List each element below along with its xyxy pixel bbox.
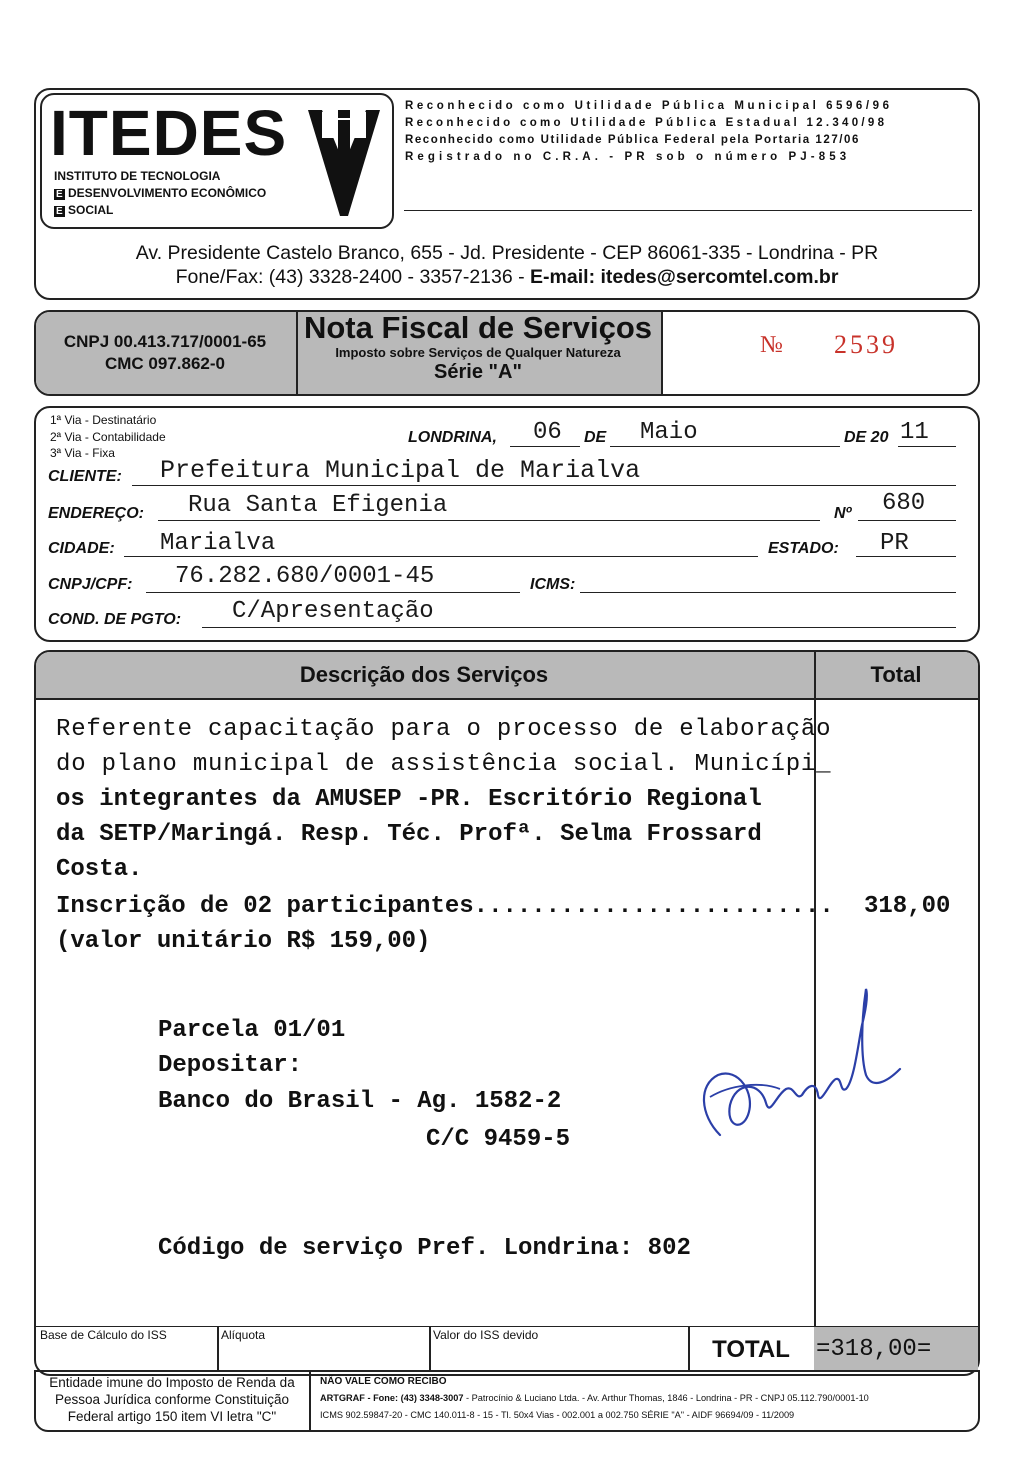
endereco-label: ENDEREÇO: xyxy=(48,505,145,522)
logo-e-badge: E xyxy=(56,206,63,217)
year-label: DE 20 xyxy=(844,429,889,446)
number-label: № xyxy=(760,332,783,358)
service-line-4: da SETP/Maringá. Resp. Téc. Profª. Selma Frossard xyxy=(56,821,762,848)
endereco-value: Rua Santa Efigenia xyxy=(188,492,448,519)
date-year: 11 xyxy=(900,419,929,446)
icms-label: ICMS: xyxy=(530,576,576,593)
logo-subtitle-2: E DESENVOLVIMENTO ECONÔMICO xyxy=(56,186,267,200)
client-box xyxy=(34,406,980,642)
header-divider xyxy=(404,210,972,211)
cliente-line xyxy=(132,485,956,486)
footer-row2-sep xyxy=(309,1370,311,1432)
footer-sep-1 xyxy=(217,1326,219,1370)
logo-e-badge: E xyxy=(56,189,63,200)
contact-line xyxy=(34,266,980,289)
cnpj-line xyxy=(146,592,520,593)
iss-label: Valor do ISS devido xyxy=(433,1328,539,1342)
estado-value: PR xyxy=(880,530,909,557)
artgraf-line-2: ICMS 902.59847-20 - CMC 140.011-8 - 15 - Tl. 50x4 Vias - 002.001 a 002.750 SÉRIE "A" - AIDF 96694/09 - 11/2009 xyxy=(320,1410,795,1420)
cidade-label: CIDADE: xyxy=(48,540,115,557)
signature-icon xyxy=(690,985,910,1155)
document-serie: Série "A" xyxy=(434,361,522,383)
phone: Fone/Fax: (43) 3328-2400 - 3357-2136 - xyxy=(175,266,531,288)
estado-label: ESTADO: xyxy=(768,540,839,557)
cnpj-value: 76.282.680/0001-45 xyxy=(175,563,435,590)
cond-pgto-value: C/Apresentação xyxy=(232,598,434,625)
issuer-cmc: CMC 097.862-0 xyxy=(104,354,225,373)
cliente-label: CLIENTE: xyxy=(48,468,122,485)
numero-value: 680 xyxy=(882,490,926,517)
document-title: Nota Fiscal de Serviços xyxy=(303,310,653,345)
numero-label: Nº xyxy=(834,505,852,522)
city-label: LONDRINA, xyxy=(408,429,497,446)
month-line xyxy=(610,446,840,447)
address: Av. Presidente Castelo Branco, 655 - Jd. Presidente - CEP 86061-335 - Londrina - PR xyxy=(135,242,879,264)
year-line xyxy=(898,446,956,447)
nao-vale-recibo: NÃO VALE COMO RECIBO xyxy=(320,1376,447,1387)
registration-2: Reconhecido como Utilidade Pública Estadual 12.340/98 xyxy=(405,117,888,129)
codigo-servico: Código de serviço Pref. Londrina: 802 xyxy=(158,1235,691,1262)
logo-title: ITEDES xyxy=(50,97,288,169)
artgraf-line-1: ARTGRAF - Fone: (43) 3348-3007 - Patrocínio & Luciano Ltda. - Av. Arthur Thomas, 1846 - Londrina - PR - CNPJ 05.112.790/0001-10 xyxy=(320,1393,869,1403)
document-subtitle: Imposto sobre Serviços de Qualquer Natureza xyxy=(335,345,621,360)
numero-line xyxy=(858,520,956,521)
registration-1: Reconhecido como Utilidade Pública Municipal 6596/96 xyxy=(405,100,893,112)
conta: C/C 9459-5 xyxy=(426,1126,571,1153)
date-day: 06 xyxy=(533,419,562,446)
service-line-3: os integrantes da AMUSEP -PR. Escritório Regional xyxy=(56,786,762,813)
aliquota-label: Alíquota xyxy=(221,1328,266,1342)
depositar: Depositar: xyxy=(158,1052,303,1079)
footer-sep-2 xyxy=(429,1326,431,1370)
issuer-cnpj: CNPJ 00.413.717/0001-65 xyxy=(63,332,267,351)
parcela: Parcela 01/01 xyxy=(158,1017,346,1044)
services-header-desc: Descrição dos Serviços xyxy=(299,662,549,687)
via-2: 2ª Via - Contabilidade xyxy=(50,430,166,444)
cond-pgto-label: COND. DE PGTO: xyxy=(48,611,182,628)
logo-subtitle-3: E SOCIAL xyxy=(56,203,114,217)
total-label: TOTAL xyxy=(712,1336,790,1363)
service-item-value: 318,00 xyxy=(864,893,951,920)
cnpj-label: CNPJ/CPF: xyxy=(48,576,133,593)
service-item-line: Inscrição de 02 participantes......................... xyxy=(56,893,834,920)
logo-subtitle-1: INSTITUTO DE TECNOLOGIA xyxy=(54,169,221,183)
date-month: Maio xyxy=(640,419,698,446)
day-line xyxy=(510,446,580,447)
cidade-value: Marialva xyxy=(160,530,276,557)
title-sep-2 xyxy=(661,312,663,394)
itedes-logo-icon xyxy=(300,108,388,218)
service-line-2: do plano municipal de assistência social. Municípi_ xyxy=(56,751,832,778)
endereco-line xyxy=(158,520,820,521)
cliente-value: Prefeitura Municipal de Marialva xyxy=(160,456,641,485)
registration-4: Registrado no C.R.A. - PR sob o número PJ-853 xyxy=(405,151,851,163)
email: E-mail: itedes@sercomtel.com.br xyxy=(530,266,839,288)
de-label: DE xyxy=(584,429,607,446)
service-line-5: Costa. xyxy=(56,856,143,883)
imune-text: Entidade imune do Imposto de Renda da Pessoa Jurídica conforme Constituição Federal artigo 150 item VI letra "C" xyxy=(49,1375,295,1424)
base-calculo-label: Base de Cálculo do ISS xyxy=(40,1328,167,1342)
total-value: =318,00= xyxy=(816,1336,932,1363)
banco: Banco do Brasil - Ag. 1582-2 xyxy=(158,1088,562,1115)
via-3: 3ª Via - Fixa xyxy=(50,446,115,460)
service-item-detail: (valor unitário R$ 159,00) xyxy=(56,928,431,955)
services-header-total: Total xyxy=(870,662,922,687)
via-1: 1ª Via - Destinatário xyxy=(50,413,157,427)
icms-line xyxy=(580,592,956,593)
invoice-number: 2539 xyxy=(834,330,898,359)
cond-pgto-line xyxy=(202,627,956,628)
service-line-1: Referente capacitação para o processo de elaboração xyxy=(56,716,832,743)
registration-3: Reconhecido como Utilidade Pública Federal pela Portaria 127/06 xyxy=(405,134,860,146)
